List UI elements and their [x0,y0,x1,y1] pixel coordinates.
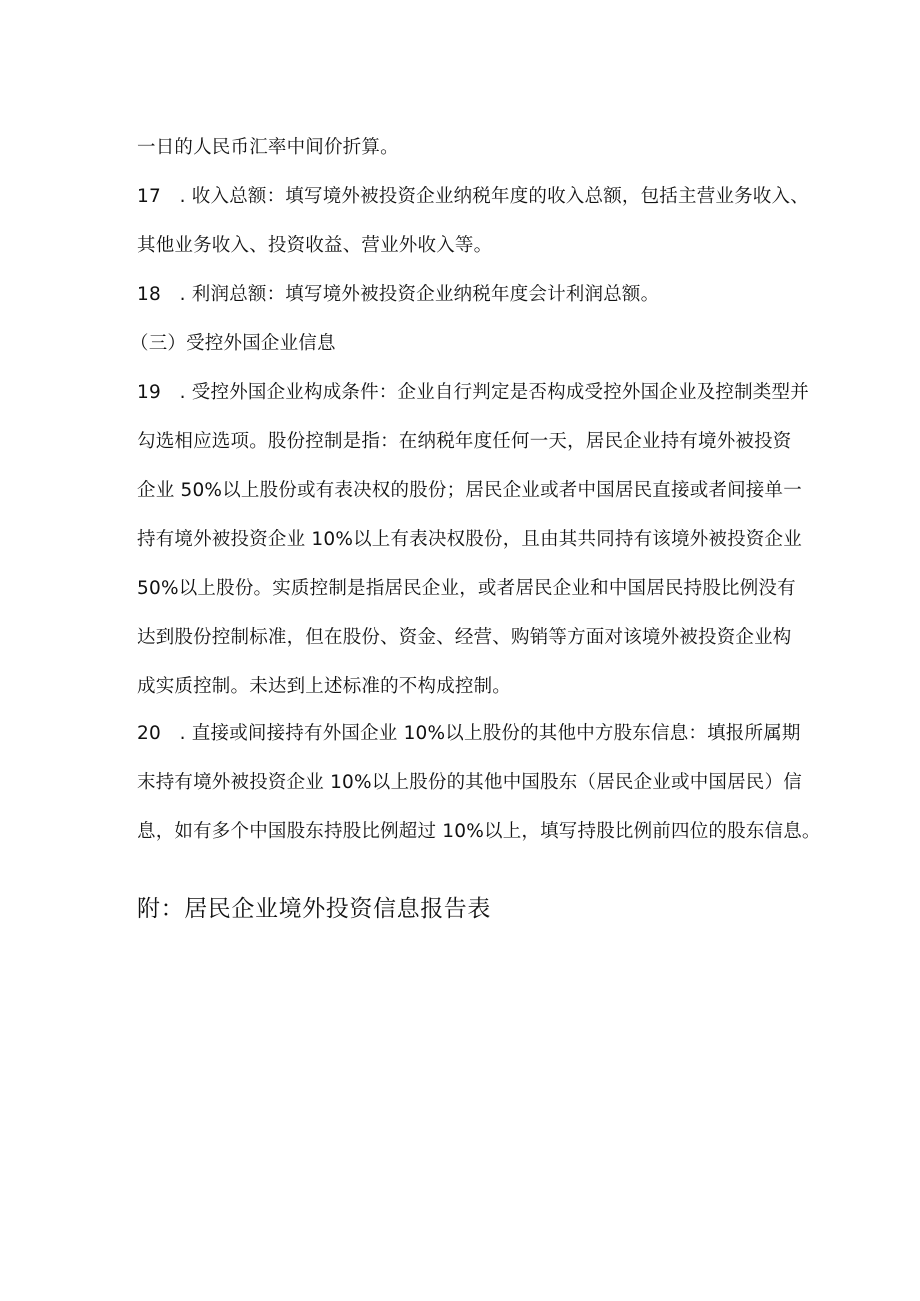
paragraph-line-13: 20 . 直接或间接持有外国企业 10%以上股份的其他中方股东信息：填报所属期 [137,723,801,744]
paragraph-line-6: 19 . 受控外国企业构成条件：企业自行判定是否构成受控外国企业及控制类型并 [137,382,809,403]
appendix-title: 附：居民企业境外投资信息报告表 [137,896,491,922]
paragraph-line-7: 勾选相应选项。股份控制是指：在纳税年度任何一天，居民企业持有境外被投资 [137,431,792,452]
paragraph-line-9: 持有境外被投资企业 10%以上有表决权股份，且由其共同持有该境外被投资企业 [137,529,802,550]
paragraph-line-2: 17 . 收入总额：填写境外被投资企业纳税年度的收入总额，包括主营业务收入、 [137,186,809,207]
paragraph-line-8: 企业 50%以上股份或有表决权的股份；居民企业或者中国居民直接或者间接单一 [137,480,802,501]
paragraph-line-14: 末持有境外被投资企业 10%以上股份的其他中国股东（居民企业或中国居民）信 [137,772,802,793]
paragraph-line-4: 18 . 利润总额：填写境外被投资企业纳税年度会计利润总额。 [137,284,660,305]
paragraph-line-12: 成实质控制。未达到上述标准的不构成控制。 [137,676,512,697]
paragraph-line-11: 达到股份控制标准，但在股份、资金、经营、购销等方面对该境外被投资企业构 [137,627,792,648]
paragraph-line-10: 50%以上股份。实质控制是指居民企业，或者居民企业和中国居民持股比例没有 [137,578,796,599]
paragraph-line-15: 息，如有多个中国股东持股比例超过 10%以上，填写持股比例前四位的股东信息。 [137,821,821,842]
paragraph-line-3: 其他业务收入、投资收益、营业外收入等。 [137,235,493,256]
paragraph-line-1: 一日的人民币汇率中间价折算。 [137,137,399,158]
section-subheading: （三）受控外国企业信息 [130,333,336,354]
